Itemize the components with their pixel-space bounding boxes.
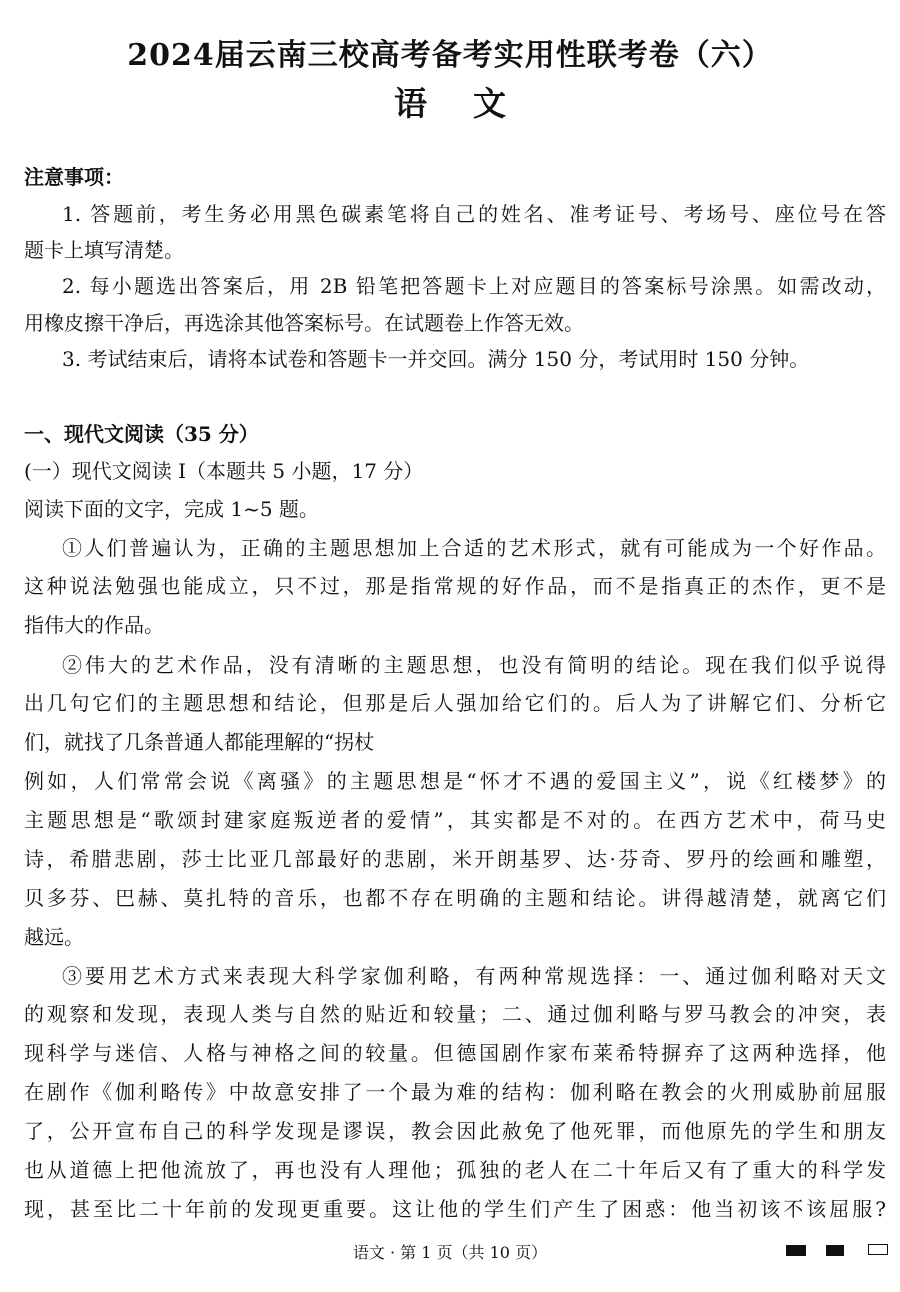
passage-line: 指伟大的作品。 — [24, 613, 164, 637]
notice-line: 题卡上填写清楚。 — [24, 238, 184, 262]
page-footer: 语文 · 第 1 页（共 10 页） — [352, 1243, 548, 1262]
passage-line: 例如，人们常常会说《离骚》的主题思想是“怀才不遇的爱国主义”，说《红楼梦》的 — [24, 769, 886, 793]
scan-mark-empty — [868, 1244, 888, 1255]
scan-mark-filled — [826, 1245, 844, 1256]
passage-line: 这种说法勉强也能成立，只不过，那是指常规的好作品，而不是指真正的杰作，更不是 — [24, 574, 886, 598]
notice-line: 1. 答题前，考生务必用黑色碳素笔将自己的姓名、准考证号、考场号、座位号在答 — [62, 202, 886, 226]
passage-line: ③要用艺术方式来表现大科学家伽利略，有两种常规选择：一、通过伽利略对天文 — [62, 964, 886, 988]
exam-title: 2024届云南三校高考备考实用性联考卷（六） — [127, 38, 773, 73]
passage-line: 出几句它们的主题思想和结论，但那是后人强加给它们的。后人为了讲解它们、分析它 — [24, 691, 886, 715]
section-subheading: (一）现代文阅读 I（本题共 5 小题，17 分） — [24, 459, 424, 483]
passage-line: 主题思想是“歌颂封建家庭叛逆者的爱情”，其实都是不对的。在西方艺术中，荷马史 — [24, 808, 886, 832]
passage-line: 的观察和发现，表现人类与自然的贴近和较量；二、通过伽利略与罗马教会的冲突，表 — [24, 1002, 886, 1026]
scan-mark-filled — [786, 1245, 806, 1256]
passage-line: 贝多芬、巴赫、莫扎特的音乐，也都不存在明确的主题和结论。讲得越清楚，就离它们 — [24, 886, 886, 910]
passage-line: 现，甚至比二十年前的发现更重要。这让他的学生们产生了困惑：他当初该不该屈服? — [24, 1197, 886, 1221]
passage-line: 现科学与迷信、人格与神格之间的较量。但德国剧作家布莱希特摒弃了这两种选择，他 — [24, 1041, 886, 1065]
passage-line: 诗，希腊悲剧，莎士比亚几部最好的悲剧，米开朗基罗、达·芬奇、罗丹的绘画和雕塑， — [24, 847, 886, 871]
passage-line: ①人们普遍认为，正确的主题思想加上合适的艺术形式，就有可能成为一个好作品。 — [62, 536, 886, 560]
passage-line: 也从道德上把他流放了，再也没有人理他；孤独的老人在二十年后又有了重大的科学发 — [24, 1158, 886, 1182]
section-heading: 一、现代文阅读（35 分） — [24, 422, 259, 446]
notice-heading: 注意事项： — [24, 165, 124, 189]
section-instruction: 阅读下面的文字，完成 1~5 题。 — [24, 497, 319, 521]
passage-line: 在剧作《伽利略传》中故意安排了一个最为难的结构：伽利略在教会的火刑威胁前屈服 — [24, 1080, 886, 1104]
notice-line: 3. 考试结束后，请将本试卷和答题卡一并交回。满分 150 分，考试用时 150 分钟。 — [62, 347, 810, 371]
notice-line: 2. 每小题选出答案后，用 2B 铅笔把答题卡上对应题目的答案标号涂黑。如需改动， — [62, 274, 886, 298]
passage-line: ②伟大的艺术作品，没有清晰的主题思想，也没有简明的结论。现在我们似乎说得 — [62, 653, 886, 677]
passage-line: 们，就找了几条普通人都能理解的“拐杖 — [24, 730, 375, 754]
passage-line: 了，公开宣布自己的科学发现是谬误，教会因此赦免了他死罪，而他原先的学生和朋友 — [24, 1119, 886, 1143]
subject-title: 语文 — [394, 84, 552, 123]
notice-line: 用橡皮擦干净后，再选涂其他答案标号。在试题卷上作答无效。 — [24, 311, 584, 335]
passage-line: 越远。 — [24, 925, 84, 949]
